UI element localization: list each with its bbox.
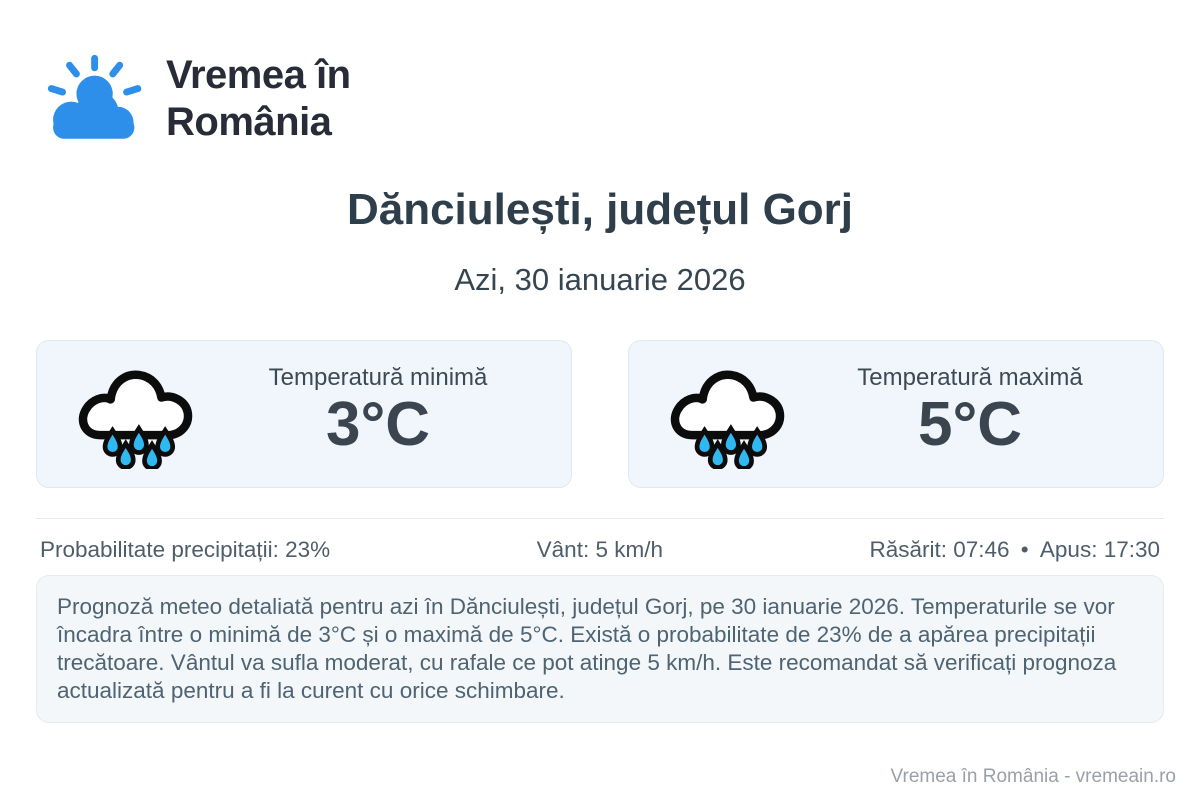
sun-cloud-icon [40, 54, 144, 144]
rain-cloud-icon [75, 358, 201, 469]
max-temperature-value: 5°C [917, 389, 1023, 459]
min-temperature-label: Temperatură minimă [268, 363, 488, 391]
precipitation-stat: Probabilitate precipitații: 23% [40, 536, 331, 562]
page-title: Dănciulești, județul Gorj [346, 184, 854, 234]
site-title [166, 52, 351, 146]
max-temperature-text [793, 364, 1147, 459]
min-temperature-value: 3°C [325, 389, 431, 459]
site-logo[interactable] [0, 0, 351, 146]
wind-stat: Vânt: 5 km/h [536, 536, 663, 562]
max-temperature-label: Temperatură maximă [857, 363, 1083, 391]
sunrise-sunset-stat: Răsărit: 07:46 • Apus: 17:30 [869, 536, 1160, 562]
rain-cloud-icon [667, 358, 793, 469]
stats-row [36, 518, 1164, 563]
site-title-line2: România [166, 99, 332, 144]
footer-site-credit: Vremea în România - vremeain.ro [890, 766, 1176, 787]
site-title-line1: Vremea în [166, 53, 351, 97]
temperature-cards [36, 340, 1164, 488]
min-temperature-card [36, 340, 572, 488]
date-subtitle: Azi, 30 ianuarie 2026 [454, 261, 746, 297]
forecast-description: Prognoză meteo detaliată pentru azi în Dănciulești, județul Gorj, pe 30 ianuarie 2026. Temperaturile se vor încadra între o minimă de 3°C și o maximă de 5°C. Există o probabilitate de 23% de a apărea precipitații trecătoare. Vântul va sufla moderat, cu rafale ce pot atinge 5 km/h. Este recomandat să verificați prognoza actualizată pentru a fi la curent cu orice schimbare. [36, 575, 1164, 723]
max-temperature-card [628, 340, 1164, 488]
min-temperature-text [201, 364, 555, 459]
